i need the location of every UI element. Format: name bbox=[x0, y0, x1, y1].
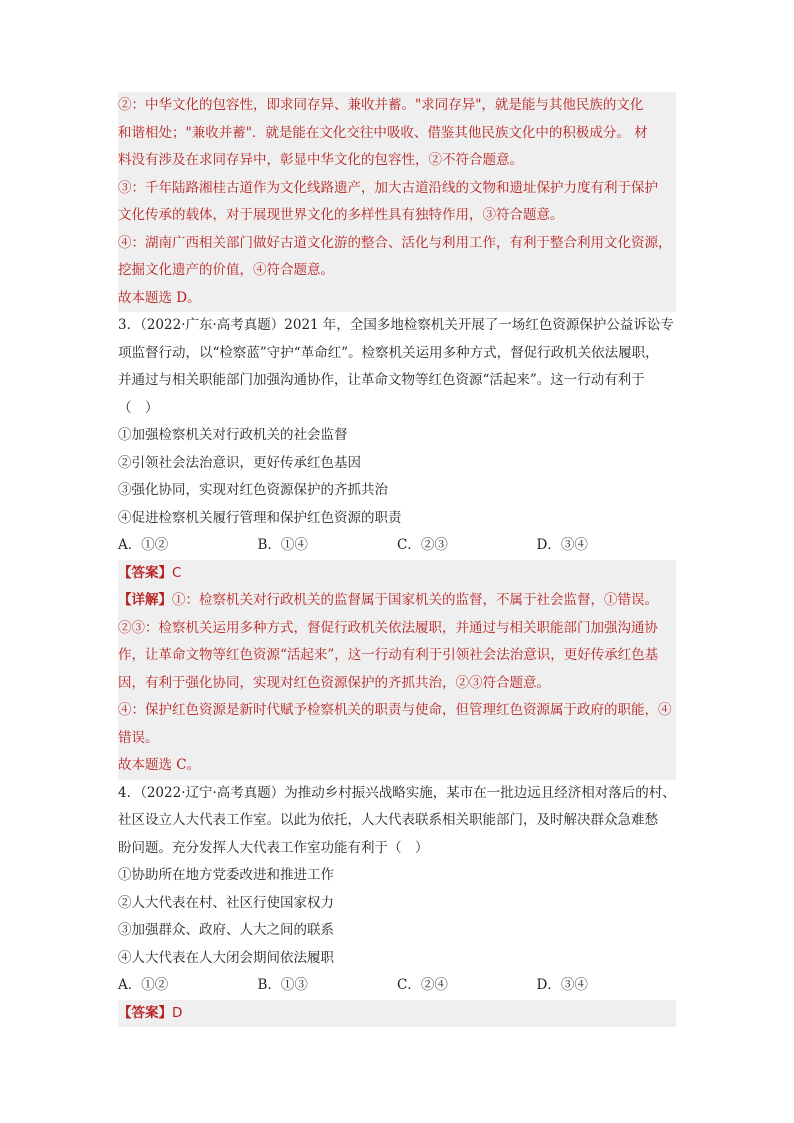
option-b: B．①③ bbox=[257, 977, 308, 993]
question-3-stem: 并通过与相关职能部门加强沟通协作，让革命文物等红色资源“活起来”。这一行动有利于 bbox=[118, 372, 645, 388]
explanation-line: ③：千年陆路湘桂古道作为文化线路遗产，加大古道沿线的文物和遗址保护力度有利于保护 bbox=[118, 175, 676, 203]
question-3-options bbox=[118, 532, 676, 560]
option-c: C．②④ bbox=[397, 977, 448, 993]
question-3-detail: 错误。 bbox=[118, 725, 676, 753]
explanation-line: 文化传承的载体，对于展现世界文化的多样性具有独特作用，③符合题意。 bbox=[118, 202, 676, 230]
answer-label: 【答案】 bbox=[118, 1004, 172, 1021]
detail-text: ①：检察机关对行政机关的监督属于国家机关的监督，不属于社会监督，①错误。 bbox=[172, 592, 658, 608]
question-3-detail: 作，让革命文物等红色资源“活起来”，这一行动有利于引领社会法治意识，更好传承红色基 bbox=[118, 642, 676, 670]
question-3-answer bbox=[118, 560, 676, 588]
explanation-line: 挖掘文化遗产的价值，④符合题意。 bbox=[118, 257, 676, 285]
question-4-answer bbox=[118, 1000, 676, 1028]
option-a: A．①② bbox=[118, 977, 169, 993]
conclusion-line: 故本题选 D。 bbox=[118, 285, 676, 313]
explanation-line: ②：中华文化的包容性，即求同存异、兼收并蓄。"求同存异"，就是能与其他民族的文化 bbox=[118, 92, 676, 120]
question-4-item: ②人大代表在村、社区行使国家权力 bbox=[118, 894, 334, 911]
question-3-item: ④促进检察机关履行管理和保护红色资源的职责 bbox=[118, 509, 402, 526]
question-3-item: ③强化协同，实现对红色资源保护的齐抓共治 bbox=[118, 482, 388, 498]
option-d: D．③④ bbox=[536, 537, 588, 553]
content-column bbox=[118, 92, 676, 1027]
question-4-stem: 4．（2022·辽宁·高考真题）为推动乡村振兴战略实施，某市在一批边远且经济相对落后的村、 bbox=[118, 784, 676, 801]
question-3-detail: ④：保护红色资源是新时代赋予检察机关的职责与使命，但管理红色资源属于政府的职能，④ bbox=[118, 697, 676, 725]
detail-label: 【详解】 bbox=[118, 592, 172, 608]
explanation-line: ④：湖南广西相关部门做好古道文化游的整合、活化与利用工作，有利于整合利用文化资源， bbox=[118, 230, 676, 258]
option-b: B．①④ bbox=[257, 537, 308, 553]
answer-label: 【答案】 bbox=[118, 564, 172, 581]
question-4-stem: 盼问题。充分发挥人大代表工作室功能有利于（ ） bbox=[118, 839, 429, 856]
question-4-item: ①协助所在地方党委改进和推进工作 bbox=[118, 867, 334, 883]
question-3-detail: ②③：检察机关运用多种方式，督促行政机关依法履职，并通过与相关职能部门加强沟通协 bbox=[118, 615, 676, 643]
answer-value: C bbox=[172, 564, 182, 581]
question-3-item: ①加强检察机关对行政机关的社会监督 bbox=[118, 427, 348, 443]
question-4-options bbox=[118, 972, 676, 1000]
explanation-line: 和谐相处；"兼收并蓄"．就是能在文化交往中吸收、借鉴其他民族文化中的积极成分。 材 bbox=[118, 120, 676, 148]
question-3-item: ②引领社会法治意识，更好传承红色基因 bbox=[118, 454, 361, 471]
question-4-stem: 社区设立人大代表工作室。以此为依托，人大代表联系相关职能部门，及时解决群众急难愁 bbox=[118, 812, 658, 828]
question-3-detail bbox=[118, 587, 676, 615]
question-3-detail: 因，有利于强化协同，实现对红色资源保护的齐抓共治，②③符合题意。 bbox=[118, 670, 676, 698]
conclusion-line: 故本题选 C。 bbox=[118, 752, 676, 780]
question-4-item: ④人大代表在人大闭会期间依法履职 bbox=[118, 949, 334, 966]
question-3-stem: 3．（2022·广东·高考真题）2021 年，全国多地检察机关开展了一场红色资源保护公益诉讼专 bbox=[118, 317, 674, 333]
explanation-line: 料没有涉及在求同存异中，彰显中华文化的包容性，②不符合题意。 bbox=[118, 147, 676, 175]
option-a: A．①② bbox=[118, 537, 169, 553]
option-c: C．②③ bbox=[397, 537, 448, 553]
question-3-stem: （ ） bbox=[118, 399, 159, 416]
question-4-item: ③加强群众、政府、人大之间的联系 bbox=[118, 922, 334, 938]
option-d: D．③④ bbox=[536, 977, 588, 993]
answer-value: D bbox=[172, 1004, 183, 1021]
question-3-stem: 项监督行动，以“检察蓝”守护“革命红”。检察机关运用多种方式，督促行政机关依法履职， bbox=[118, 344, 659, 361]
